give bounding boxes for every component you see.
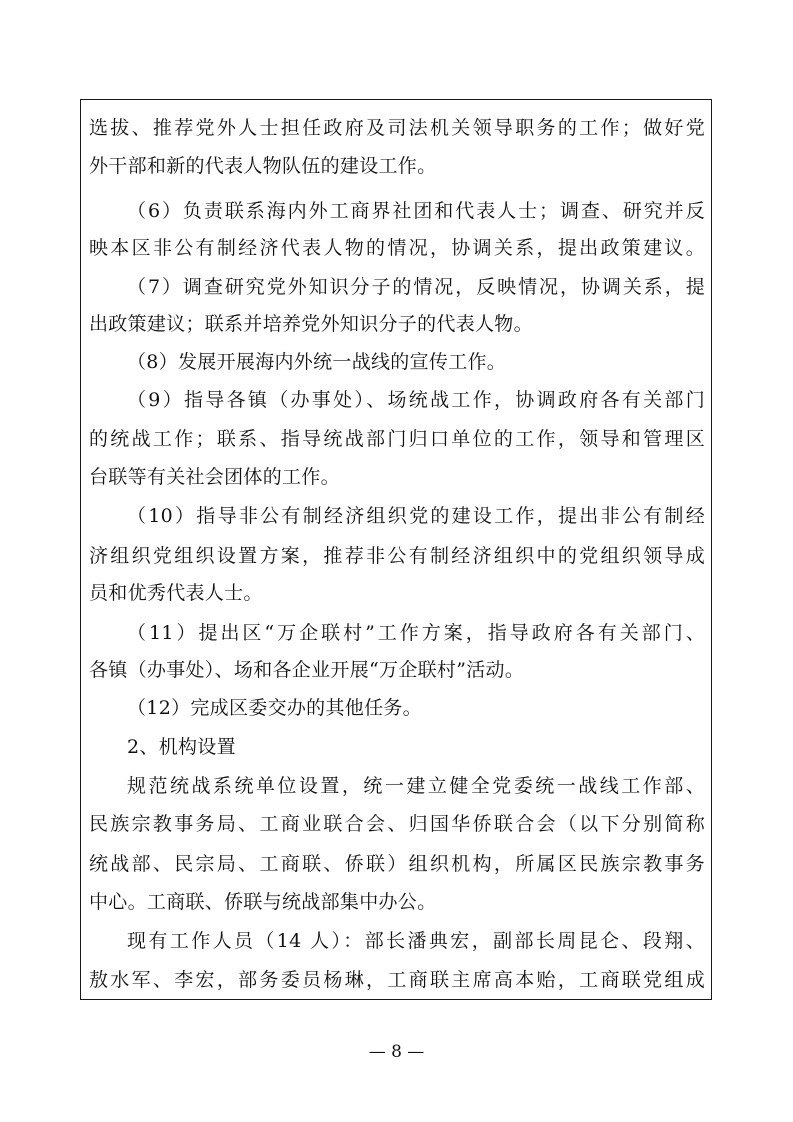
text-line-19: 民族宗教事务局、工商业联合会、归国华侨联合会（以下分别简称 bbox=[89, 813, 705, 835]
text-line-15: 各镇（办事处）、场和各企业开展“万企联村”活动。 bbox=[89, 659, 525, 681]
text-line-18: 规范统战系统单位设置，统一建立健全党委统一战线工作部、 bbox=[127, 775, 705, 797]
text-line-6: 出政策建议；联系并培养党外知识分子的代表人物。 bbox=[89, 313, 533, 335]
text-line-9: 的统战工作；联系、指导统战部门归口单位的工作，领导和管理区 bbox=[89, 428, 705, 450]
text-line-21: 中心。工商联、侨联与统战部集中办公。 bbox=[89, 891, 437, 913]
text-line-16: （12）完成区委交办的其他任务。 bbox=[127, 697, 422, 719]
text-line-20: 统战部、民宗局、工商联、侨联）组织机构，所属区民族宗教事务 bbox=[89, 853, 705, 875]
text-line-12: 济组织党组织设置方案，推荐非公有制经济组织中的党组织领导成 bbox=[89, 545, 705, 567]
text-line-22: 现有工作人员（14 人）：部长潘典宏，副部长周昆仑、段翔、 bbox=[127, 930, 705, 952]
section-heading: 2、机构设置 bbox=[127, 736, 236, 758]
text-line-1: 选拔、推荐党外人士担任政府及司法机关领导职务的工作；做好党 bbox=[89, 117, 705, 139]
text-line-8: （9）指导各镇（办事处）、场统战工作，协调政府各有关部门 bbox=[127, 389, 705, 411]
text-line-2: 外干部和新的代表人物队伍的建设工作。 bbox=[89, 155, 437, 177]
text-line-10: 台联等有关社会团体的工作。 bbox=[89, 466, 340, 488]
text-line-14: （11）提出区“万企联村”工作方案，指导政府各有关部门、 bbox=[127, 622, 705, 644]
page-number: — 8 — bbox=[368, 1042, 425, 1062]
text-line-11: （10）指导非公有制经济组织党的建设工作，提出非公有制经 bbox=[127, 505, 705, 527]
text-line-3: （6）负责联系海内外工商界社团和代表人士；调查、研究并反 bbox=[127, 200, 705, 222]
text-line-13: 员和优秀代表人士。 bbox=[89, 582, 263, 604]
text-line-4: 映本区非公有制经济代表人物的情况，协调关系，提出政策建议。 bbox=[89, 237, 705, 259]
text-line-7: （8）发展开展海内外统一战线的宣传工作。 bbox=[127, 351, 507, 373]
text-line-5: （7）调查研究党外知识分子的情况，反映情况，协调关系，提 bbox=[127, 276, 705, 298]
text-line-23: 敖水军、李宏，部务委员杨琳，工商联主席高本贻，工商联党组成 bbox=[89, 969, 705, 991]
